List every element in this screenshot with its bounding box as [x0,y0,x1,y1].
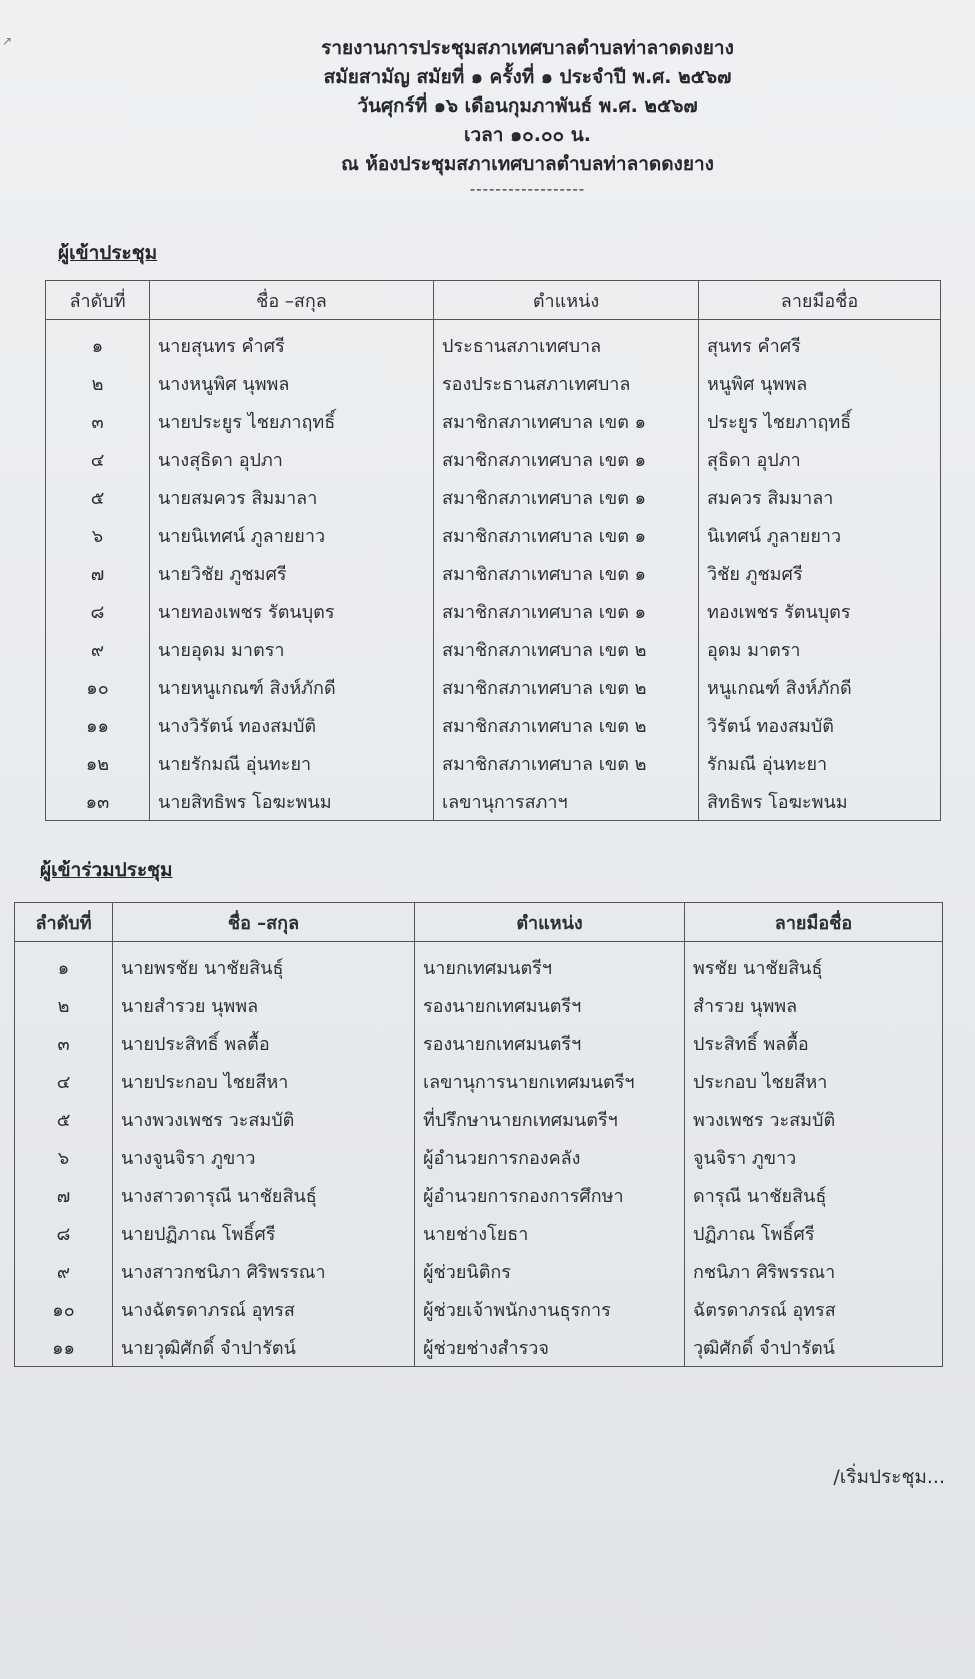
table-row [15,1024,943,1062]
header-session: สมัยสามัญ สมัยที่ ๑ ครั้งที่ ๑ ประจำปี พ.ศ. ๒๕๖๗ [323,66,732,88]
row-position: สมาชิกสภาเทศบาล เขต ๑ [434,440,699,478]
row-name: นายสิทธิพร โอฆะพนม [150,782,434,821]
row-position: รองนายกเทศมนตรีฯ [415,986,685,1024]
row-position: สมาชิกสภาเทศบาล เขต ๒ [434,630,699,668]
row-name: นายอุดม มาตรา [150,630,434,668]
row-signature: สุธิดา อุปภา [699,440,941,478]
participants-section-title: ผู้เข้าร่วมประชุม [40,859,173,881]
table-row [15,986,943,1024]
table-header-row [15,903,943,942]
header-date: วันศุกร์ที่ ๑๖ เดือนกุมภาพันธ์ พ.ศ. ๒๕๖๗ [357,95,698,117]
column-header-number: ลำดับที่ [46,281,150,320]
row-signature: วิรัตน์ ทองสมบัติ [699,706,941,744]
table-row [46,402,941,440]
row-signature: พวงเพชร วะสมบัติ [685,1100,943,1138]
table-row [46,516,941,554]
row-position: รองประธานสภาเทศบาล [434,364,699,402]
row-signature: ประยูร ไชยภาฤทธิ์ [699,402,941,440]
corner-mark: ↗ [2,34,13,48]
row-name: นายสุนทร คำศรี [150,320,434,365]
row-signature: วุฒิศักดิ์ จำปารัตน์ [685,1328,943,1367]
document-header [0,34,975,199]
attendees-table [45,280,941,821]
row-name: นายพรชัย นาชัยสินธุ์ [113,942,415,987]
row-signature: ดารุณี นาชัยสินธุ์ [685,1176,943,1214]
row-name: นางสาวกชนิภา ศิริพรรณา [113,1252,415,1290]
row-number: ๖ [15,1138,113,1176]
row-signature: สุนทร คำศรี [699,320,941,365]
row-signature: ฉัตรดาภรณ์ อุทรส [685,1290,943,1328]
table-row [46,320,941,365]
row-position: สมาชิกสภาเทศบาล เขต ๒ [434,668,699,706]
row-name: นายรักมณี อุ่นทะยา [150,744,434,782]
row-name: นายวิชัย ภูชมศรี [150,554,434,592]
row-name: นายประสิทธิ์ พลตื้อ [113,1024,415,1062]
table-row [46,706,941,744]
row-name: นางหนูพิศ นุพพล [150,364,434,402]
row-number: ๔ [46,440,150,478]
header-time: เวลา ๑๐.๐๐ น. [464,124,591,146]
row-signature: หนูเกณฑ์ สิงห์ภักดี [699,668,941,706]
row-position: นายช่างโยธา [415,1214,685,1252]
row-signature: ประสิทธิ์ พลตื้อ [685,1024,943,1062]
row-signature: สมควร สิมมาลา [699,478,941,516]
row-signature: อุดม มาตรา [699,630,941,668]
row-position: สมาชิกสภาเทศบาล เขต ๑ [434,478,699,516]
row-signature: สิทธิพร โอฆะพนม [699,782,941,821]
row-name: นางฉัตรดาภรณ์ อุทรส [113,1290,415,1328]
row-name: นายนิเทศน์ ภูลายยาว [150,516,434,554]
row-position: เลขานุการสภาฯ [434,782,699,821]
row-number: ๒ [15,986,113,1024]
row-position: ผู้ช่วยช่างสำรวจ [415,1328,685,1367]
row-name: นางวิรัตน์ ทองสมบัติ [150,706,434,744]
header-title: รายงานการประชุมสภาเทศบาลตำบลท่าลาดดงยาง [321,37,734,59]
row-signature: ทองเพชร รัตนบุตร [699,592,941,630]
row-number: ๑๑ [46,706,150,744]
table-row [15,1062,943,1100]
row-position: สมาชิกสภาเทศบาล เขต ๑ [434,402,699,440]
row-position: สมาชิกสภาเทศบาล เขต ๑ [434,592,699,630]
row-signature: วิชัย ภูชมศรี [699,554,941,592]
continuation-note: /เริ่มประชุม... [833,1466,945,1488]
column-header-name: ชื่อ –สกุล [150,281,434,320]
table-row [46,744,941,782]
row-position: สมาชิกสภาเทศบาล เขต ๒ [434,744,699,782]
row-number: ๓ [46,402,150,440]
row-number: ๕ [46,478,150,516]
row-name: นายสำรวย นุพพล [113,986,415,1024]
column-header-number: ลำดับที่ [15,903,113,942]
row-name: นายทองเพชร รัตนบุตร [150,592,434,630]
row-signature: พรชัย นาชัยสินธุ์ [685,942,943,987]
table-row [46,554,941,592]
column-header-signature: ลายมือชื่อ [699,281,941,320]
table-row [15,1328,943,1367]
table-row [46,592,941,630]
row-position: ผู้ช่วยเจ้าพนักงานธุรการ [415,1290,685,1328]
participants-table [14,902,943,1367]
row-position: เลขานุการนายกเทศมนตรีฯ [415,1062,685,1100]
header-venue: ณ ห้องประชุมสภาเทศบาลตำบลท่าลาดดงยาง [341,153,714,175]
attendees-section-title: ผู้เข้าประชุม [58,242,158,264]
column-header-name: ชื่อ –สกุล [113,903,415,942]
row-signature: ประกอบ ไชยสีหา [685,1062,943,1100]
row-position: ประธานสภาเทศบาล [434,320,699,365]
table-row [46,364,941,402]
row-number: ๙ [15,1252,113,1290]
row-name: นางสุธิดา อุปภา [150,440,434,478]
row-name: นางจูนจิรา ภูขาว [113,1138,415,1176]
row-signature: กชนิภา ศิริพรรณา [685,1252,943,1290]
row-number: ๖ [46,516,150,554]
row-signature: รักมณี อุ่นทะยา [699,744,941,782]
row-number: ๑ [15,942,113,987]
row-number: ๑๒ [46,744,150,782]
row-number: ๘ [46,592,150,630]
row-name: นายปฏิภาณ โพธิ์ศรี [113,1214,415,1252]
row-number: ๙ [46,630,150,668]
row-signature: จูนจิรา ภูขาว [685,1138,943,1176]
column-header-position: ตำแหน่ง [434,281,699,320]
row-name: นายประยูร ไชยภาฤทธิ์ [150,402,434,440]
row-number: ๑๐ [15,1290,113,1328]
row-name: นายสมควร สิมมาลา [150,478,434,516]
row-number: ๓ [15,1024,113,1062]
row-name: นางสาวดารุณี นาชัยสินธุ์ [113,1176,415,1214]
table-header-row [46,281,941,320]
table-row [15,1252,943,1290]
row-signature: หนูพิศ นุพพล [699,364,941,402]
column-header-position: ตำแหน่ง [415,903,685,942]
row-signature: นิเทศน์ ภูลายยาว [699,516,941,554]
row-position: ที่ปรึกษานายกเทศมนตรีฯ [415,1100,685,1138]
row-position: ผู้อำนวยการกองการศึกษา [415,1176,685,1214]
row-name: นายหนูเกณฑ์ สิงห์ภักดี [150,668,434,706]
row-number: ๘ [15,1214,113,1252]
row-name: นายประกอบ ไชยสีหา [113,1062,415,1100]
row-position: ผู้อำนวยการกองคลัง [415,1138,685,1176]
row-number: ๗ [15,1176,113,1214]
row-number: ๒ [46,364,150,402]
table-row [15,1290,943,1328]
header-separator: ------------------ [469,180,586,198]
table-row [15,1138,943,1176]
row-position: สมาชิกสภาเทศบาล เขต ๑ [434,516,699,554]
row-position: นายกเทศมนตรีฯ [415,942,685,987]
row-position: สมาชิกสภาเทศบาล เขต ๒ [434,706,699,744]
table-row [15,1214,943,1252]
row-name: นางพวงเพชร วะสมบัติ [113,1100,415,1138]
row-number: ๑๓ [46,782,150,821]
column-header-signature: ลายมือชื่อ [685,903,943,942]
row-position: สมาชิกสภาเทศบาล เขต ๑ [434,554,699,592]
table-row [46,440,941,478]
row-number: ๗ [46,554,150,592]
row-number: ๑๐ [46,668,150,706]
row-number: ๑๑ [15,1328,113,1367]
table-row [46,782,941,821]
table-row [15,1176,943,1214]
table-row [46,668,941,706]
row-number: ๔ [15,1062,113,1100]
row-position: ผู้ช่วยนิติกร [415,1252,685,1290]
row-number: ๕ [15,1100,113,1138]
row-number: ๑ [46,320,150,365]
row-signature: สำรวย นุพพล [685,986,943,1024]
row-name: นายวุฒิศักดิ์ จำปารัตน์ [113,1328,415,1367]
table-row [46,630,941,668]
row-signature: ปฏิภาณ โพธิ์ศรี [685,1214,943,1252]
table-row [46,478,941,516]
table-row [15,942,943,987]
row-position: รองนายกเทศมนตรีฯ [415,1024,685,1062]
table-row [15,1100,943,1138]
